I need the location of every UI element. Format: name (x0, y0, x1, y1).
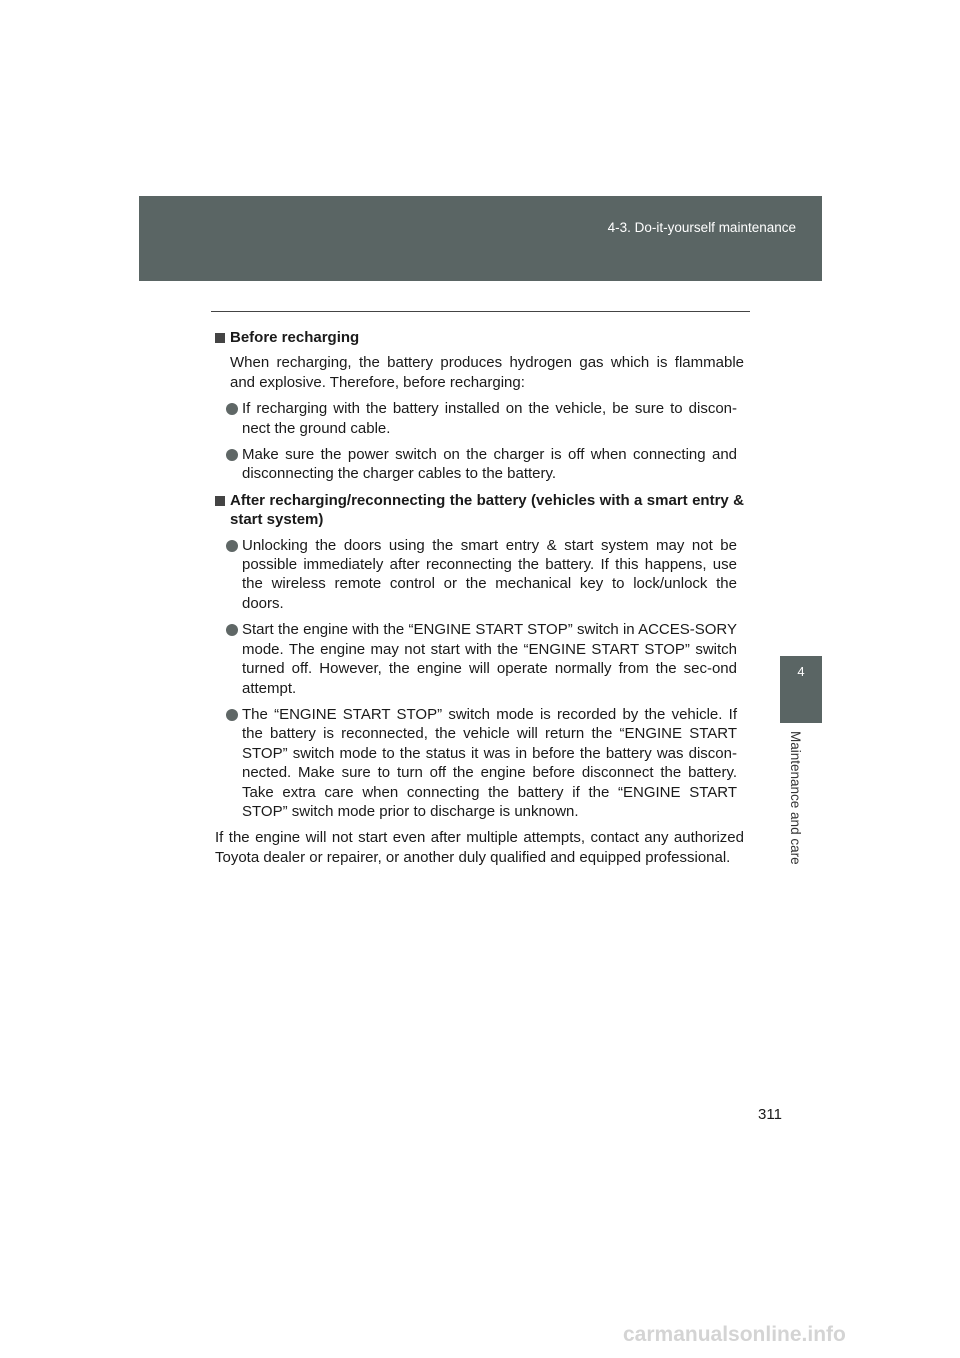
square-bullet-icon (215, 333, 225, 343)
circle-bullet-icon (226, 540, 238, 552)
chapter-label: Maintenance and care (788, 731, 803, 865)
square-bullet-icon (215, 496, 225, 506)
list-item (215, 620, 744, 698)
section-heading (215, 491, 744, 530)
section-heading-text: After recharging/reconnecting the battery (vehicles with a smart entry & start system) (230, 491, 744, 529)
closing-paragraph: If the engine will not start even after multiple attempts, contact any authorized Toyota dealer or repairer, or another duly qualified and equipped professional. (215, 829, 744, 866)
section-heading-text: Before recharging (230, 329, 360, 346)
chapter-tab[interactable] (780, 656, 822, 723)
header-band (139, 196, 822, 281)
watermark: carmanualsonline.info (623, 1323, 846, 1346)
list-item (215, 399, 744, 438)
list-item-text: Start the engine with the “ENGINE START STOP” switch in ACCES-SORY mode. The engine may not start with the “ENGINE START STOP” switch turned off. However, the engine will operate normally from the sec-ond attempt. (242, 621, 737, 697)
list-item-text: Make sure the power switch on the charger is off when connecting and disconnecting the charger cables to the battery. (242, 446, 737, 483)
circle-bullet-icon (226, 449, 238, 461)
page-number: 311 (758, 1106, 782, 1123)
section-heading (215, 328, 744, 347)
circle-bullet-icon (226, 403, 238, 415)
list-item-text: Unlocking the doors using the smart entry & start system may not be possible immediately after reconnecting the battery. If this happens, use the wireless remote control or the mechanical key to lock/unlock the doors. (242, 536, 737, 612)
section-title: 4-3. Do-it-yourself maintenance (607, 220, 796, 235)
list-item (215, 445, 744, 484)
list-item (215, 705, 744, 821)
section-intro: When recharging, the battery produces hydrogen gas which is flammable and explosive. Therefore, before recharging: (230, 354, 744, 391)
list-item (215, 536, 744, 614)
page-content (215, 328, 744, 874)
circle-bullet-icon (226, 624, 238, 636)
header-divider (211, 311, 750, 312)
chapter-number: 4 (797, 664, 805, 679)
circle-bullet-icon (226, 709, 238, 721)
list-item-text: The “ENGINE START STOP” switch mode is recorded by the vehicle. If the battery is reconnected, the vehicle will return the “ENGINE START STOP” switch mode to the status it was in before the battery was discon-nected. Make sure to turn off the engine before disconnect the battery. Take extra care when connecting the battery if the “ENGINE START STOP” switch mode prior to discharge is unknown. (242, 705, 737, 820)
list-item-text: If recharging with the battery installed on the vehicle, be sure to discon-nect the ground cable. (242, 400, 737, 437)
